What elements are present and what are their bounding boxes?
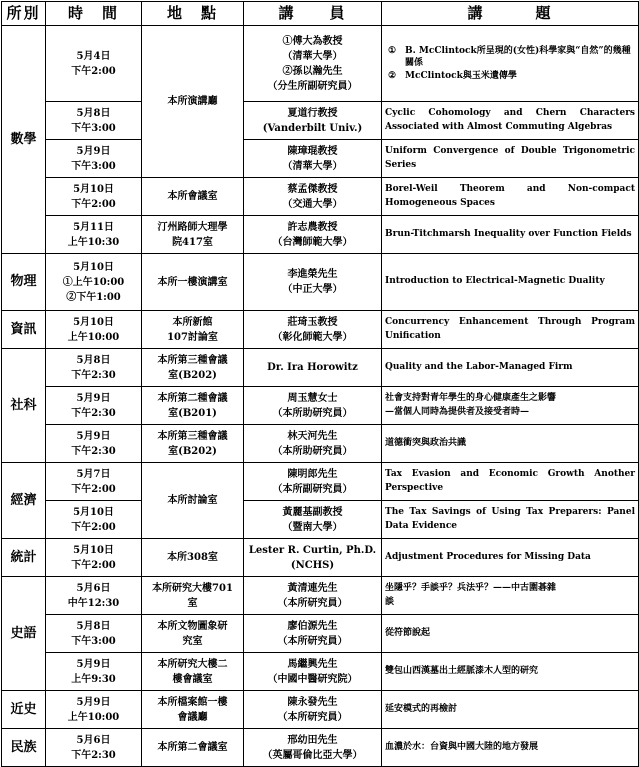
speaker-line: （交通大學） [282,198,343,210]
topic-cell [382,349,639,387]
schedule-row [2,178,639,216]
time-line: 上午10:00 [67,331,120,343]
time-line: 下午3:00 [71,160,116,172]
header-institute: 所別 [2,2,46,26]
speaker-line: （本所研究員） [277,597,348,609]
speaker-line: 陳璋琨教授 [287,145,338,157]
time-line: 5月9日 [76,392,111,404]
time-line: 下午2:30 [71,407,116,419]
place-line: 本所第三種會議 [157,354,228,366]
time-line: 5月8日 [76,107,111,119]
time-line: 下午2:30 [71,749,116,761]
time-cell [46,501,142,539]
schedule-row [2,140,639,178]
schedule-row [2,311,639,349]
speaker-line: （清華大學） [282,160,343,172]
speaker-line: 馬繼興先生 [287,658,338,670]
speaker-cell [244,26,382,102]
topic-text: Uniform Convergence of Double Trigonometric Series [385,145,635,170]
speaker-line: 莊琦玉教授 [287,316,338,328]
time-line: 下午3:00 [71,122,116,134]
place-cell [142,349,244,387]
time-line: 5月10日 [73,261,114,273]
place-line: 室(B202) [168,445,217,457]
time-line: 5月11日 [73,221,114,233]
time-cell [46,102,142,140]
speaker-line: 黃清連先生 [287,582,338,594]
speaker-line: （台灣師範大學） [272,236,353,248]
header-row [2,2,639,26]
topic-cell [382,425,639,463]
place-cell [142,26,244,178]
topic-text: 談 [385,596,395,607]
time-cell [46,387,142,425]
speaker-cell [244,254,382,311]
time-cell [46,425,142,463]
institute-cell: 經濟 [2,463,46,539]
topic-cell [382,387,639,425]
place-cell [142,311,244,349]
place-line: 本所第二會議室 [157,742,228,753]
topic-cell [382,216,639,254]
speaker-line: 邢幼田先生 [287,734,338,746]
time-line: 5月10日 [73,506,114,518]
topic-cell [382,539,639,577]
speaker-line: 夏道行教授 [287,107,338,119]
schedule-row [2,691,639,729]
place-cell [142,463,244,539]
time-cell [46,254,142,311]
schedule-row [2,577,639,615]
speaker-line: ①傅大為教授 [282,35,343,47]
topic-text: 坐隱乎？手談乎？兵法乎？——中古圍碁雜 [385,582,557,593]
place-cell [142,539,244,577]
place-line: 室 [187,597,198,609]
place-line: 本所研究大樓701 [152,582,233,594]
time-cell [46,463,142,501]
speaker-cell [244,653,382,691]
topic-cell [382,501,639,539]
time-line: 5月4日 [76,50,111,62]
place-cell [142,577,244,615]
schedule-row [2,615,639,653]
time-cell [46,653,142,691]
topic-text: Brun-Titchmarsh Inequality over Function Fields [385,228,632,239]
topic-text: Borel-Weil Theorem and Non-compact Homogeneous Spaces [385,183,635,208]
time-line: 5月7日 [76,468,111,480]
speaker-cell [244,425,382,463]
topic-cell [382,729,639,767]
institute-cell: 物理 [2,254,46,311]
place-line: 本所演講廳 [167,96,218,107]
time-cell [46,140,142,178]
schedule-row [2,102,639,140]
schedule-row [2,216,639,254]
time-cell [46,216,142,254]
topic-text: Tax Evasion and Economic Growth Another Perspective [385,468,635,493]
topic-text: 從符節說起 [385,627,431,638]
time-line: 下午2:30 [71,369,116,381]
speaker-line: （暨南大學） [282,521,343,533]
time-cell [46,26,142,102]
topic-text: —當個人同時為提供者及接受者時— [385,406,530,417]
place-cell [142,178,244,216]
speaker-line: （彰化師範大學） [272,331,353,343]
time-line: 5月10日 [73,316,114,328]
time-cell [46,577,142,615]
place-line: 本所一樓演講室 [157,276,228,288]
time-line: 5月6日 [76,734,111,746]
speaker-cell [244,539,382,577]
place-cell [142,387,244,425]
circled-number-icon: ② [388,70,397,81]
place-line: 本所第三種會議 [157,430,228,442]
time-line: 上午9:30 [71,673,116,685]
place-line: 室(B202) [168,369,217,381]
speaker-line: (Vanderbilt Univ.) [262,122,363,134]
schedule-row [2,425,639,463]
time-line: ①上午10:00 [62,276,125,288]
schedule-row [2,254,639,311]
institute-cell: 統計 [2,539,46,577]
topic-text: B. McClintock所呈現的(女性)科學家與“自然”的幾種關係 [405,46,631,69]
place-line: 107討論室 [167,331,218,343]
time-line: 下午2:30 [71,445,116,457]
schedule-row [2,349,639,387]
circled-number-icon: ① [388,46,397,57]
header-speaker: 講 員 [244,2,382,26]
topic-text: Quality and the Labor-Managed Firm [385,361,573,372]
speaker-cell [244,178,382,216]
speaker-cell [244,577,382,615]
time-line: 下午2:00 [71,559,116,571]
place-line: 本所研究大樓二 [157,658,228,670]
institute-cell: 資訊 [2,311,46,349]
place-cell [142,425,244,463]
speaker-cell [244,311,382,349]
topic-cell [382,463,639,501]
seminar-schedule-table [1,1,639,767]
time-line: 5月10日 [73,183,114,195]
topic-text: 雙包山西漢墓出土經脈漆木人型的研究 [385,665,539,676]
place-cell [142,254,244,311]
place-line: 樓會議室 [172,673,213,685]
institute-cell: 近史 [2,691,46,729]
institute-cell: 數學 [2,26,46,254]
place-cell [142,729,244,767]
topic-cell [382,311,639,349]
speaker-line: （清華大學） [282,50,343,62]
speaker-cell [244,463,382,501]
topic-cell [382,254,639,311]
time-line: 下午3:00 [71,635,116,647]
topic-list [385,45,635,81]
time-line: 中午12:30 [67,597,120,609]
topic-text: Cyclic Cohomology and Chern Characters Associated with Almost Commuting Algebras [385,107,635,132]
place-line: 汀州路師大理學 [157,221,228,233]
topic-text: Introduction to Electrical-Magnetic Duality [385,276,605,287]
place-cell [142,216,244,254]
speaker-line: 林天河先生 [287,430,338,442]
speaker-line: (NCHS) [290,559,335,571]
speaker-line: （英屬哥倫比亞大學） [262,749,363,761]
schedule-row [2,653,639,691]
time-cell [46,729,142,767]
speaker-line: （分生所副研究員） [267,80,358,92]
header-topic: 講 題 [382,2,639,26]
speaker-cell [244,140,382,178]
schedule-row [2,463,639,501]
time-line: 5月8日 [76,354,111,366]
place-line: 究室 [182,635,203,647]
speaker-line: （本所研究員） [277,635,348,647]
time-line: 5月9日 [76,145,111,157]
place-line: 本所308室 [167,552,218,563]
time-line: 5月6日 [76,582,111,594]
schedule-row [2,501,639,539]
speaker-cell [244,387,382,425]
place-line: 本所新館 [172,316,213,328]
speaker-line: ②孫以瀚先生 [282,65,343,77]
institute-cell: 史語 [2,577,46,691]
topic-cell [382,691,639,729]
header-time: 時 間 [46,2,142,26]
time-cell [46,691,142,729]
topic-text: 血濃於水：台資與中國大陸的地方發展 [385,741,539,752]
time-line: 上午10:30 [67,236,120,248]
institute-cell: 民族 [2,729,46,767]
topic-cell [382,140,639,178]
time-line: 5月9日 [76,696,111,708]
topic-cell [382,26,639,102]
speaker-line: （本所研究員） [277,711,348,723]
time-line: ②下午1:00 [66,291,121,303]
topic-cell [382,178,639,216]
time-line: 5月10日 [73,544,114,556]
time-line: 5月9日 [76,430,111,442]
topic-list-item [385,70,635,82]
topic-text: Adjustment Procedures for Missing Data [385,551,591,562]
speaker-line: （本所副研究員） [272,483,353,495]
place-line: 室(B201) [168,407,217,419]
time-cell [46,178,142,216]
time-line: 下午2:00 [71,198,116,210]
topic-cell [382,577,639,615]
place-cell [142,653,244,691]
topic-cell [382,615,639,653]
time-line: 下午2:00 [71,65,116,77]
time-line: 下午2:00 [71,483,116,495]
speaker-cell [244,102,382,140]
speaker-line: 周玉慧女士 [287,392,338,404]
topic-text: 延安模式的再檢討 [385,703,458,714]
time-line: 上午10:00 [67,711,120,723]
speaker-cell [244,691,382,729]
topic-text: McClintock與玉米遺傳學 [405,70,517,81]
institute-cell: 社科 [2,349,46,463]
time-cell [46,349,142,387]
time-line: 5月8日 [76,620,111,632]
place-line: 本所檔案館一樓 [157,696,228,708]
place-cell [142,615,244,653]
topic-cell [382,102,639,140]
schedule-row [2,387,639,425]
topic-text: Concurrency Enhancement Through Program Unification [385,316,635,341]
topic-text: The Tax Savings of Using Tax Preparers: Panel Data Evidence [385,506,635,531]
speaker-line: 陳明郎先生 [287,468,338,480]
speaker-cell [244,615,382,653]
speaker-line: Lester R. Curtin, Ph.D. [248,544,377,556]
place-line: 本所討論室 [167,495,218,506]
speaker-line: Dr. Ira Horowitz [267,362,358,373]
speaker-line: 許志農教授 [287,221,338,233]
time-cell [46,311,142,349]
speaker-line: （本所助研究員） [272,407,353,419]
topic-text: 道德衝突與政治共識 [385,437,467,448]
speaker-line: 蔡孟傑教授 [287,183,338,195]
speaker-cell [244,729,382,767]
place-cell [142,691,244,729]
speaker-cell [244,501,382,539]
speaker-line: 陳永發先生 [287,696,338,708]
header-place: 地 點 [142,2,244,26]
topic-text: 社會支持對青年學生的身心健康產生之影響 [385,392,557,403]
speaker-cell [244,349,382,387]
speaker-cell [244,216,382,254]
place-line: 本所會議室 [167,191,218,202]
place-line: 本所第二種會議 [157,392,228,404]
topic-cell [382,653,639,691]
speaker-line: 李進榮先生 [287,269,338,280]
time-line: 5月9日 [76,658,111,670]
speaker-line: （本所助研究員） [272,445,353,457]
time-cell [46,539,142,577]
speaker-line: （中國中醫研究院） [267,673,358,685]
speaker-line: 廖伯源先生 [287,620,338,632]
place-line: 本所文物圖象研 [157,620,228,632]
topic-list-item [385,45,635,69]
place-line: 會議廳 [177,711,208,723]
schedule-row [2,539,639,577]
schedule-row [2,729,639,767]
time-cell [46,615,142,653]
schedule-row [2,26,639,102]
speaker-line: 黃麗基副教授 [282,506,343,518]
time-line: 下午2:00 [71,521,116,533]
speaker-line: （中正大學） [282,284,343,295]
place-line: 院417室 [172,236,213,248]
